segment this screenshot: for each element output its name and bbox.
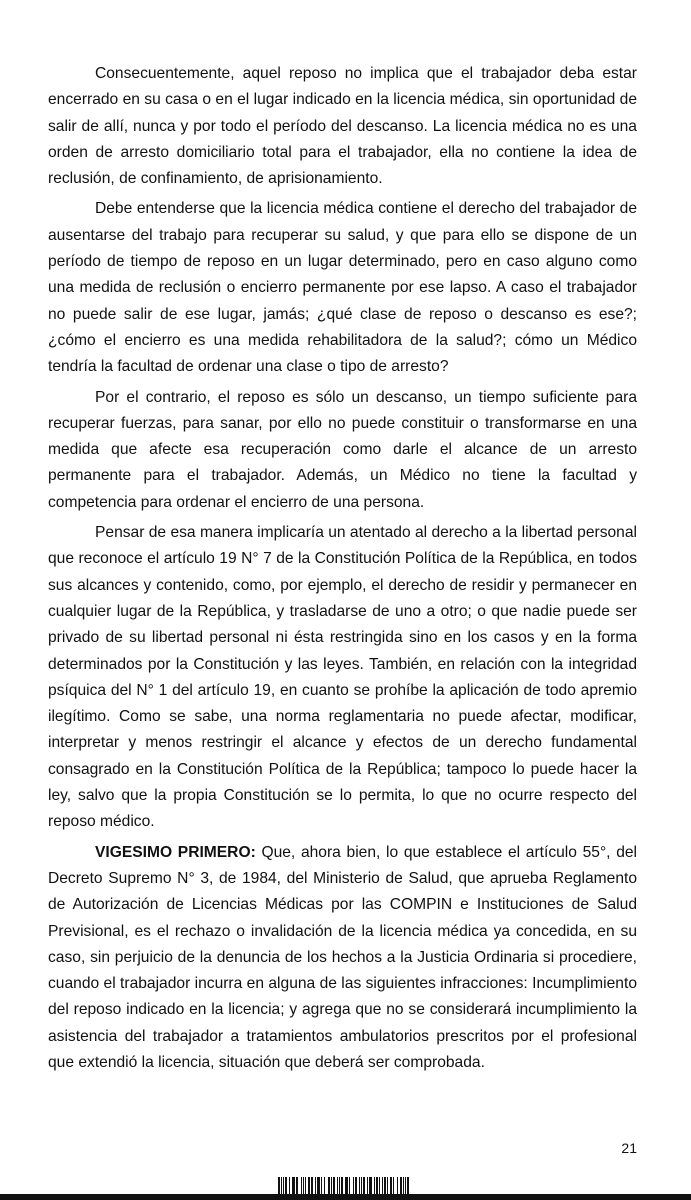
page-bottom-rule <box>0 1194 691 1200</box>
document-body <box>48 61 637 1080</box>
paragraph-3 <box>48 385 637 516</box>
paragraph-5 <box>48 840 637 1077</box>
paragraph-2 <box>48 196 637 380</box>
paragraph-4 <box>48 520 637 836</box>
paragraph-text: Por el contrario, el reposo es sólo un descanso, un tiempo suficiente para recuperar fuerzas, para sanar, por ello no puede constituir o transformarse en una medida que afecte esa recuperación como darle el alcance de un arresto permanente para el trabajador. Además, un Médico no tiene la facultad y competencia para ordenar el encierro de una persona. <box>48 388 637 511</box>
paragraph-text: Pensar de esa manera implicaría un atentado al derecho a la libertad personal que reconoce el artículo 19 N° 7 de la Constitución Política de la República, en todos sus alcances y contenido, como, por ejemplo, el derecho de residir y permanecer en cualquier lugar de la República, y trasladarse de uno a otro; o que nadie puede ser privado de su libertad personal ni ésta restringida sino en los casos y en la forma determinados por la Constitución y las leyes. También, en relación con la integridad psíquica del N° 1 del artículo 19, en cuanto se prohíbe la aplicación de todo apremio ilegítimo. Como se sabe, una norma reglamentaria no puede afectar, modificar, interpretar y menos restringir el alcance y efectos de un derecho fundamental consagrado en la Constitución Política de la República; tampoco lo puede hacer la ley, salvo que la propia Constitución se lo permita, lo que no ocurre respecto del reposo médico. <box>48 524 637 831</box>
paragraph-1 <box>48 61 637 192</box>
paragraph-text: Consecuentemente, aquel reposo no implica que el trabajador deba estar encerrado en su casa o en el lugar indicado en la licencia médica, sin oportunidad de salir de allí, nunca y por todo el período del descanso. La licencia médica no es una orden de arresto domiciliario total para el trabajador, ella no contiene la idea de reclusión, de confinamiento, de aprisionamiento. <box>48 65 637 188</box>
paragraph-text: Debe entenderse que la licencia médica contiene el derecho del trabajador de ausentarse del trabajo para recuperar su salud, y que para ello se dispone de un período de tiempo de reposo en un lugar determinado, pero en caso alguno como una medida de reclusión o encierro permanente por ese lapso. A caso el trabajador no puede salir de ese lugar, jamás; ¿qué clase de reposo o descanso es ese?; ¿cómo el encierro es una medida rehabilitadora de la salud?; cómo un Médico tendría la facultad de ordenar una clase o tipo de arresto? <box>48 200 637 376</box>
section-heading: VIGESIMO PRIMERO: <box>95 843 256 861</box>
page-number: 21 <box>621 1140 637 1156</box>
paragraph-text: Que, ahora bien, lo que establece el artículo 55°, del Decreto Supremo N° 3, de 1984, del Ministerio de Salud, que aprueba Reglamento de Autorización de Licencias Médicas por las COMPIN e Instituciones de Salud Previsional, es el rechazo o invalidación de la licencia médica ya concedida, en su caso, sin perjuicio de la denuncia de los hechos a la Justicia Ordinaria si procediere, cuando el trabajador incurra en alguna de las siguientes infracciones: Incumplimiento del reposo indicado en la licencia; y agrega que no se considerará incumplimiento la asistencia del trabajador a tratamientos ambulatorios prescritos por el profesional que extendió la licencia, situación que deberá ser comprobada. <box>48 843 638 1071</box>
